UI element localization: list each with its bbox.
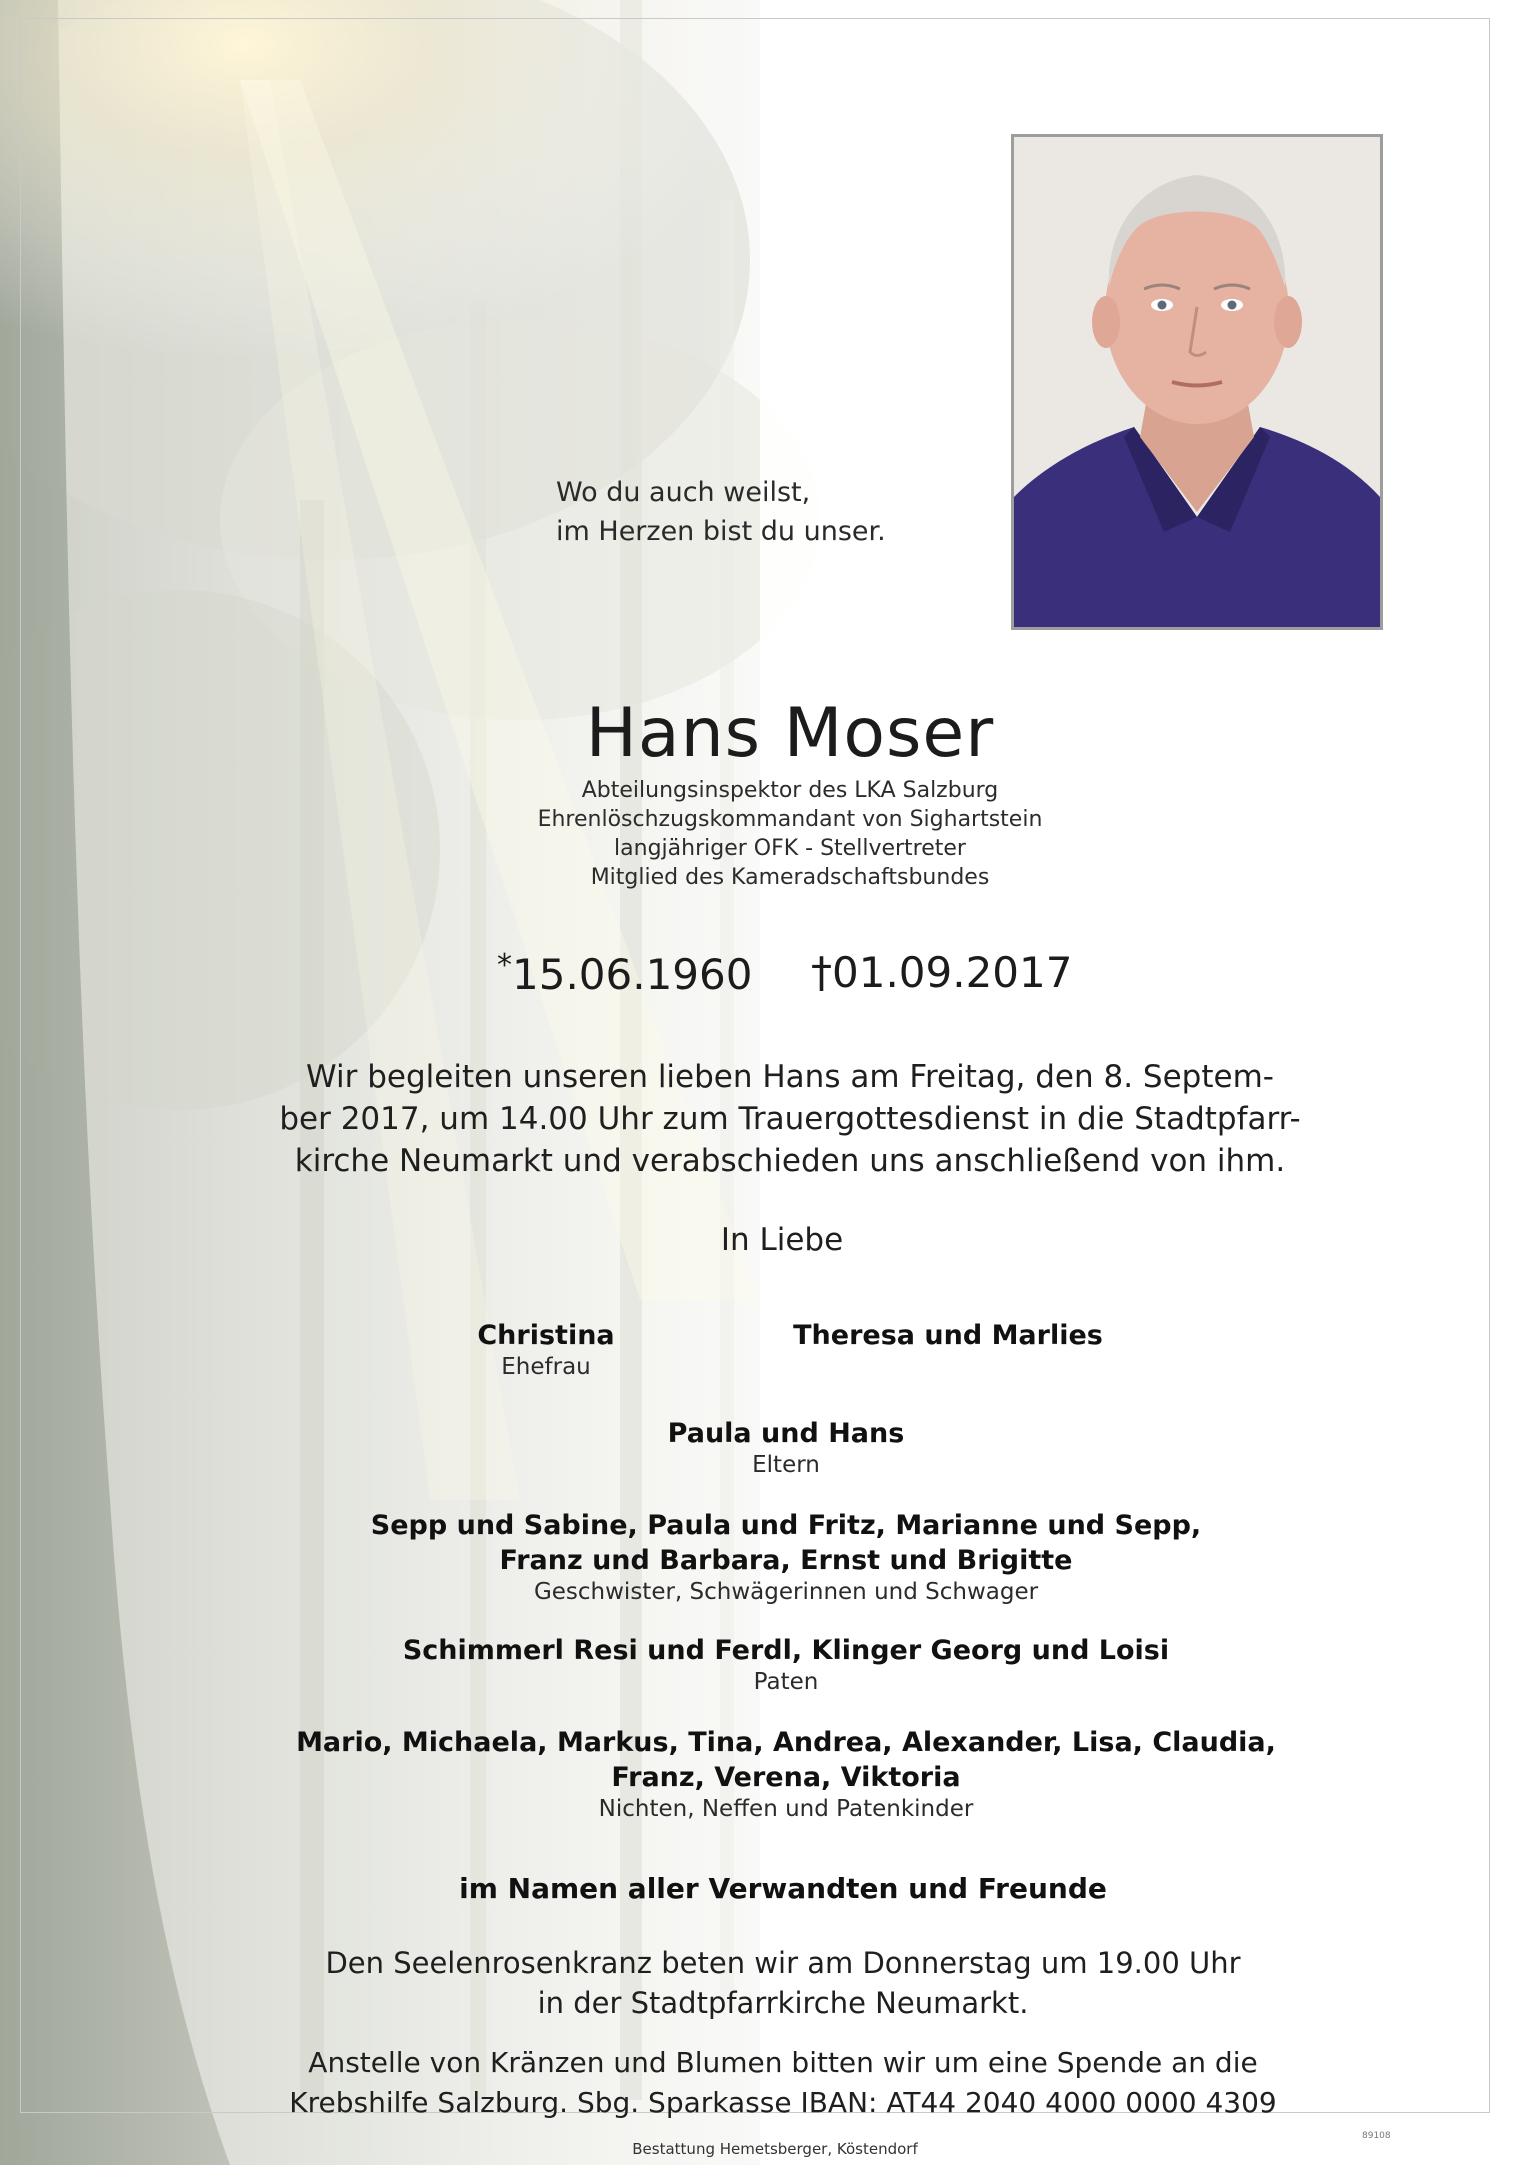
title-line: Abteilungsinspektor des LKA Salzburg [581, 778, 999, 803]
print-code: 89108 [1362, 2131, 1391, 2141]
death-cross-icon: † [811, 948, 832, 997]
announcement-line: kirche Neumarkt und verabschieden uns anschließend von ihm. [294, 1143, 1286, 1179]
mourner-nieces-nephews [0, 1725, 1527, 1824]
mourner-relation: Paten [753, 1669, 819, 1695]
closing-line: im Namen aller Verwandten und Freunde [459, 1872, 1107, 1905]
mourner-godparents [0, 1633, 1527, 1697]
announcement-line: ber 2017, um 14.00 Uhr zum Trauergottesdienst in die Stadtpfarr- [279, 1101, 1301, 1137]
mourner-relation: Geschwister, Schwägerinnen und Schwager [533, 1579, 1039, 1605]
mourner-names: Franz, Verena, Viktoria [611, 1762, 961, 1793]
announcement-line: Wir begleiten unseren lieben Hans am Freitag, den 8. Septem- [306, 1059, 1274, 1095]
deceased-titles [0, 776, 1527, 892]
deceased-name: Hans Moser [585, 694, 995, 773]
birth-star-icon: * [497, 948, 512, 983]
donation-line: Krebshilfe Salzburg. Sbg. Sparkasse IBAN: AT44 2040 4000 0000 4309 [289, 2086, 1277, 2119]
rosary-line: in der Stadtpfarrkirche Neumarkt. [537, 1986, 1029, 2020]
mourner-daughters [778, 1318, 1118, 1353]
portrait-photo [1011, 134, 1383, 630]
mourner-names: Christina [477, 1320, 615, 1351]
motto-line: Wo du auch weilst, [556, 477, 811, 508]
mourner-names: Paula und Hans [667, 1418, 905, 1449]
mourner-names: Franz und Barbara, Ernst und Brigitte [499, 1545, 1073, 1576]
donation-notice [0, 2043, 1527, 2123]
death-date-group [811, 948, 1072, 997]
mourner-names: Sepp und Sabine, Paula und Fritz, Marianne und Sepp, [370, 1510, 1202, 1541]
mourner-names: Theresa und Marlies [793, 1320, 1103, 1351]
title-line: Mitglied des Kameradschaftsbundes [590, 865, 990, 890]
birth-date-group [497, 948, 752, 999]
mourner-names: Schimmerl Resi und Ferdl, Klinger Georg und Loisi [402, 1635, 1170, 1666]
mourner-wife [446, 1318, 646, 1382]
mourner-names: Mario, Michaela, Markus, Tina, Andrea, Alexander, Lisa, Claudia, [296, 1727, 1276, 1758]
motto-line: im Herzen bist du unser. [556, 516, 886, 547]
title-line: langjähriger OFK - Stellvertreter [614, 836, 966, 861]
funeral-home-footer: Bestattung Hemetsberger, Köstendorf [632, 2140, 918, 2158]
funeral-announcement [0, 1056, 1527, 1182]
motto [556, 473, 886, 551]
mourner-relation: Nichten, Neffen und Patenkinder [598, 1796, 974, 1822]
birth-date: 15.06.1960 [512, 950, 753, 999]
mourner-relation: Ehefrau [501, 1354, 591, 1380]
rosary-line: Den Seelenrosenkranz beten wir am Donnerstag um 19.00 Uhr [325, 1946, 1241, 1980]
donation-line: Anstelle von Kränzen und Blumen bitten wir um eine Spende an die [308, 2046, 1258, 2079]
rosary-notice [0, 1943, 1527, 2023]
mourner-siblings [0, 1508, 1527, 1607]
in-love-heading: In Liebe [720, 1222, 844, 1258]
title-line: Ehrenlöschzugskommandant von Sighartstein [537, 807, 1043, 832]
mourner-relation: Eltern [752, 1452, 820, 1478]
portrait-illustration [1014, 137, 1380, 627]
mourner-parents [0, 1416, 1527, 1480]
death-date: 01.09.2017 [832, 948, 1073, 997]
